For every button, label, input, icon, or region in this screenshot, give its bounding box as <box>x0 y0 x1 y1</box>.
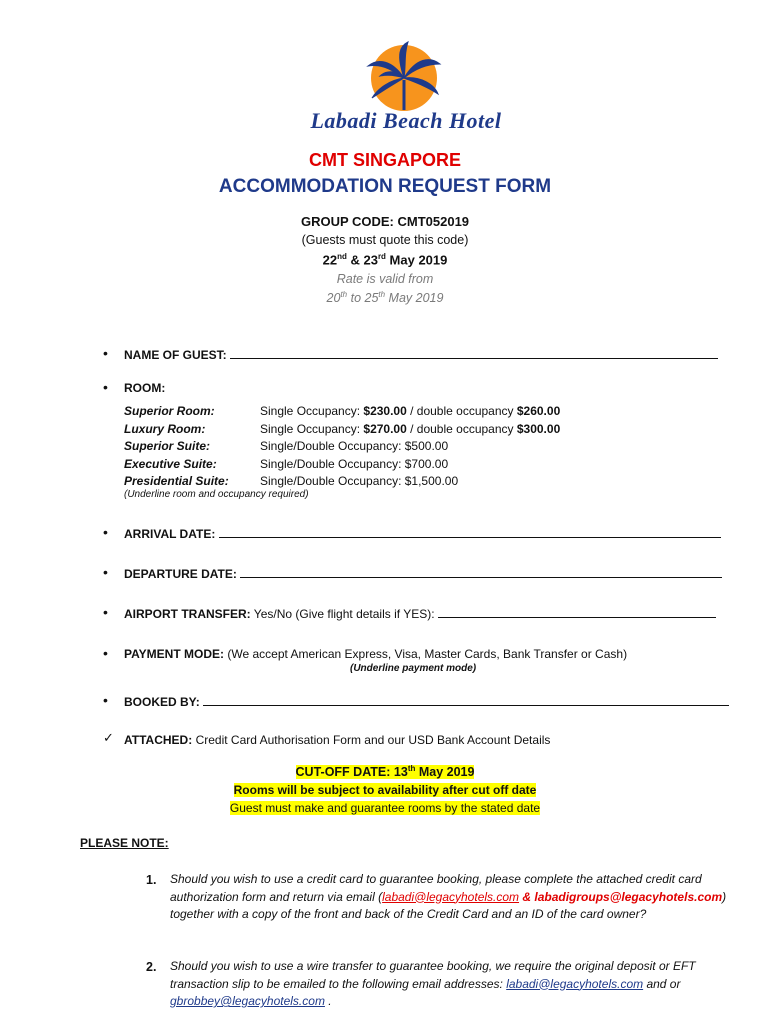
flight-details-line[interactable] <box>438 606 716 618</box>
event-dates: 22nd & 23rd May 2019 <box>322 252 448 268</box>
email-link-labadi[interactable]: labadi@legacyhotels.com <box>506 976 644 991</box>
airport-transfer-field[interactable]: AIRPORT TRANSFER: Yes/No (Give flight details if YES): <box>124 606 716 621</box>
departure-date-field[interactable]: DEPARTURE DATE: <box>124 566 722 581</box>
please-note-heading: PLEASE NOTE: <box>80 836 169 850</box>
room-row[interactable]: Superior Room: Single Occupancy: $230.00 / double occupancy $260.00 <box>124 404 561 418</box>
guarantee-note: Guest must make and guarantee rooms by the stated date <box>229 801 541 815</box>
room-underline-note: (Underline room and occupancy required) <box>124 489 309 500</box>
room-row[interactable]: Executive Suite: Single/Double Occupancy: $700.00 <box>124 456 449 471</box>
form-title: ACCOMMODATION REQUEST FORM <box>218 176 552 197</box>
departure-date-line[interactable] <box>240 566 722 578</box>
bullet-icon: • <box>103 604 108 620</box>
cutoff-date: CUT-OFF DATE: 13th May 2019 <box>295 764 475 780</box>
guests-note: (Guests must quote this code) <box>301 233 469 247</box>
guest-name-field[interactable]: NAME OF GUEST: <box>124 347 718 362</box>
email-link-labadigroups[interactable]: labadigroups@legacyhotels.com <box>534 889 723 904</box>
event-title: CMT SINGAPORE <box>308 150 461 170</box>
hotel-logo-text: Labadi Beach Hotel <box>310 108 502 133</box>
rate-valid-line: Rate is valid from <box>336 272 434 286</box>
booked-by-field[interactable]: BOOKED BY: <box>124 694 729 709</box>
room-row[interactable]: Presidential Suite: Single/Double Occupancy: $1,500.00 <box>124 474 459 488</box>
availability-note: Rooms will be subject to availability after cut off date <box>233 783 537 797</box>
note-number: 1. <box>146 873 157 887</box>
email-link-gbrobbey[interactable]: gbrobbey@legacyhotels.com <box>170 994 325 1008</box>
booked-by-line[interactable] <box>203 694 729 706</box>
bullet-icon: • <box>103 379 108 395</box>
attached-line: ATTACHED: Credit Card Authorisation Form and our USD Bank Account Details <box>124 733 551 747</box>
room-label: ROOM: <box>124 381 166 395</box>
room-row[interactable]: Superior Suite: Single/Double Occupancy: $500.00 <box>124 439 449 453</box>
bullet-icon: • <box>103 524 108 540</box>
guest-name-line[interactable] <box>230 347 718 359</box>
room-rates-table <box>124 404 560 492</box>
rate-valid-dates: 20th to 25th May 2019 <box>326 290 444 306</box>
bullet-icon: • <box>103 564 108 580</box>
arrival-date-line[interactable] <box>219 526 721 538</box>
note-number: 2. <box>146 960 157 974</box>
checkmark-icon: ✓ <box>103 730 114 745</box>
note-credit-card: Should you wish to use a credit card to guarantee booking, please complete the attached credit card authorization form and return via email (labadi@legacyhotels.com & labadigroups@legacyhotels.com) together with a copy of the front and back of the Credit Card and an ID of the card owner? <box>170 872 727 921</box>
bullet-icon: • <box>103 345 108 361</box>
email-link-labadi[interactable]: labadi@legacyhotels.com <box>382 889 520 904</box>
bullet-icon: • <box>103 645 108 661</box>
payment-mode-field[interactable]: PAYMENT MODE: (We accept American Express, Visa, Master Cards, Bank Transfer or Cash) <box>124 647 628 661</box>
bullet-icon: • <box>103 692 108 708</box>
arrival-date-field[interactable]: ARRIVAL DATE: <box>124 526 721 541</box>
note-wire-transfer: Should you wish to use a wire transfer to guarantee booking, we require the original deposit or EFT transaction slip to be emailed to the following email addresses: labadi@legacyhotels.com and or gbrobbey@legacyhotels.com . <box>170 959 696 1008</box>
room-row[interactable]: Luxury Room: Single Occupancy: $270.00 / double occupancy $300.00 <box>124 421 561 436</box>
payment-underline-note: (Underline payment mode) <box>350 663 477 674</box>
group-code: GROUP CODE: CMT052019 <box>300 214 470 229</box>
